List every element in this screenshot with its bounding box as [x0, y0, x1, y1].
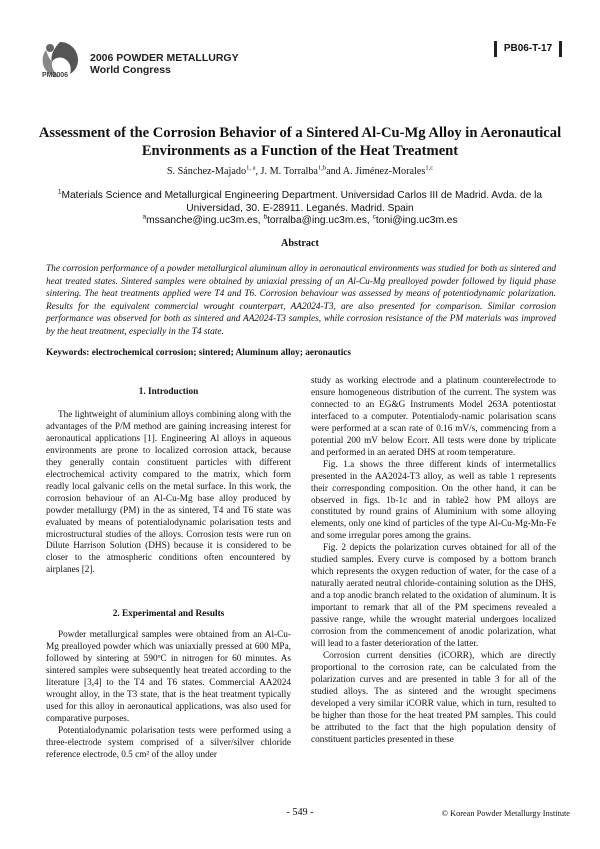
section-1-heading: 1. Introduction	[138, 387, 199, 397]
col2-paragraph-3: Fig. 2 depicts the polarization curves obtained for all of the studied samples. Every curve is composed by a bottom branch which represents the oxygen reduction of water, for the case of a naturally aerated neutral chloride-containing solution as the DHS, and a top anodic branch related to the oxidation of aluminum. It is important to remark that all of the PM specimens revealed a passive range, while the wrought material undergoes localized corrosion from the commencement of anodic polarization, what will lead to a faster deterioration of the latter.	[311, 543, 556, 649]
email-b: torralba@ing.uc3m.es,	[267, 215, 373, 226]
paper-title	[30, 124, 570, 160]
keywords: Keywords: electrochemical corrosion; sintered; Aluminum alloy; aeronautics	[46, 348, 352, 358]
affil-emails	[30, 215, 570, 228]
conference-line1: 2006 POWDER METALLURGY	[90, 52, 239, 64]
author-2: , J. M. Torralba	[255, 166, 318, 177]
affil-line1: Materials Science and Metallurgical Engineering Department. Universidad Carlos III de Madrid. Avda. de la	[61, 190, 543, 201]
logo-text: PM2006	[42, 72, 69, 79]
abstract-text: The corrosion performance of a powder metallurgical aluminum alloy in aeronautical environments was studied for both as sintered and heat treated states. Sintered samples were obtained by uniaxial pressing of an Al-Cu-Mg prealloyed powder followed by liquid phase sintering. The heat treatments applied were T4 and T6. Corrosion behaviour was assessed by means of potentiodynamic polarization. Results for the equivalent commercial wrought counterpart, AA2024-T3, are also presented for comparison. Similar corrosion performance was observed for both as sintered and AA2024-T3 samples, while corrosion resistance of the PM materials was improved by the heat treatment, especially in the T4 state.	[46, 264, 556, 337]
affil-line2: Universidad, 30. E-28911. Leganés. Madrid. Spain	[186, 202, 414, 214]
abstract-heading: Abstract	[281, 238, 319, 249]
introduction-body	[46, 410, 291, 577]
email-c: toni@ing.uc3m.es	[375, 215, 458, 226]
author-1-sup: 1, a	[246, 164, 256, 172]
page-number: - 549 -	[286, 807, 314, 818]
author-1: S. Sánchez-Majado	[166, 166, 247, 177]
section-2-heading: 2. Experimental and Results	[112, 609, 225, 619]
author-list	[30, 166, 570, 177]
experimental-body	[46, 630, 291, 761]
affiliation	[30, 190, 570, 228]
col2-paragraph-4: Corrosion current densities (iCORR), which are directly proportional to the corrosion rate, can be calculated from the polarization curves and are presented in table 3 for all of the studied alloys. The as sintered and the wrought specimens developed a very similar iCORR value, which in turn, resulted to be higher than those for the heat treated PM samples. This could be attributed to the fact that the high population density of constituent particles presented in these	[311, 650, 556, 745]
copyright: © Korean Powder Metallurgy Institute	[441, 809, 570, 818]
conference-line2: World Congress	[90, 64, 171, 76]
author-2-sup: 1,b	[317, 164, 327, 172]
paper-code: PB06-T-17	[494, 41, 562, 57]
email-a-sup: a	[142, 213, 147, 221]
right-column-body	[311, 376, 556, 747]
email-a: mssanche@ing.uc3m.es,	[146, 215, 264, 226]
email-b-sup: b	[263, 213, 268, 221]
intro-paragraph: The lightweight of aluminium alloys combining along with the advantages of the P/M method are gaining increasing interest for aeronautical applications [1]. Engineering Al alloys in aqueous environments are prone to localized corrosion attack, because they generally contain constituent particles with different electrochemical activity compared to the matrix, which form readly local galvanic cells on the metal surface. In this work, the corrosion behaviour of an Al-Cu-Mg base alloy produced by powder metallurgy (PM) in the as sintered, T4 and T6 state was evaluated by means of potentialodynamic polarisation tests and microstructural studies of the alloys. Corrosion tests were run on Dilute Harrison Solution (DHS) because it is considered to be closer to the atmospheric conditions often encountered by airplanes [2].	[46, 410, 291, 576]
col2-paragraph-1: study as working electrode and a platinum counterelectrode to ensure homogeneous distribution of the current. The system was connected to an EG&G Instruments Model 263A potentiostat interfaced to a computer. Potentialody-namic polarisation scans were performed at a scan rate of 0.16 mV/s, commencing from a potential 200 mV below Ecorr. All tests were done by triplicate and performed in an aerated DHS at room temperature.	[311, 376, 556, 458]
author-3: and A. Jiménez-Morales	[326, 166, 426, 177]
author-3-sup: 1,c	[425, 164, 434, 172]
title-line1: Assessment of the Corrosion Behavior of a Sintered Al-Cu-Mg Alloy in Aeronautical	[38, 125, 562, 141]
experimental-paragraph-1: Powder metallurgical samples were obtained from an Al-Cu-Mg prealloyed powder which was uniaxially pressed at 600 MPa, followed by sintering at 590ºC in nitrogen for 60 minutes. As sintered samples were subsequently heat treated according to the literature [3,4] to the T4 and T6 states. Commercial AA2024 wrought alloy, in the T3 state, that is the heat treatment typically used for this alloy in aeronautical applications, was also used for comparative purposes.	[46, 630, 291, 724]
col2-paragraph-2: Fig. 1.a shows the three different kinds of intermetallics presented in the AA2024-T3 alloy, as well as table 1 represents their corresponding composition. On the other hand, it can be observed in figs. 1b-1c and in table2 how PM alloys are constituted by round grains of Aluminium with some alloying elements, only one kind of particles of the type Al-Cu-Mg-Mn-Fe and some irregular pores among the grains.	[311, 459, 556, 542]
email-c-sup: c	[372, 213, 376, 221]
affil-sup: 1	[57, 188, 62, 196]
experimental-paragraph-2: Potentialodynamic polarisation tests were performed using a three-electrode system comprised of a silver/silver chloride reference electrode, 0.5 cm² of the alloy under	[46, 725, 291, 760]
conference-name	[90, 52, 239, 76]
title-line2: Environments as a Function of the Heat Treatment	[141, 143, 459, 159]
